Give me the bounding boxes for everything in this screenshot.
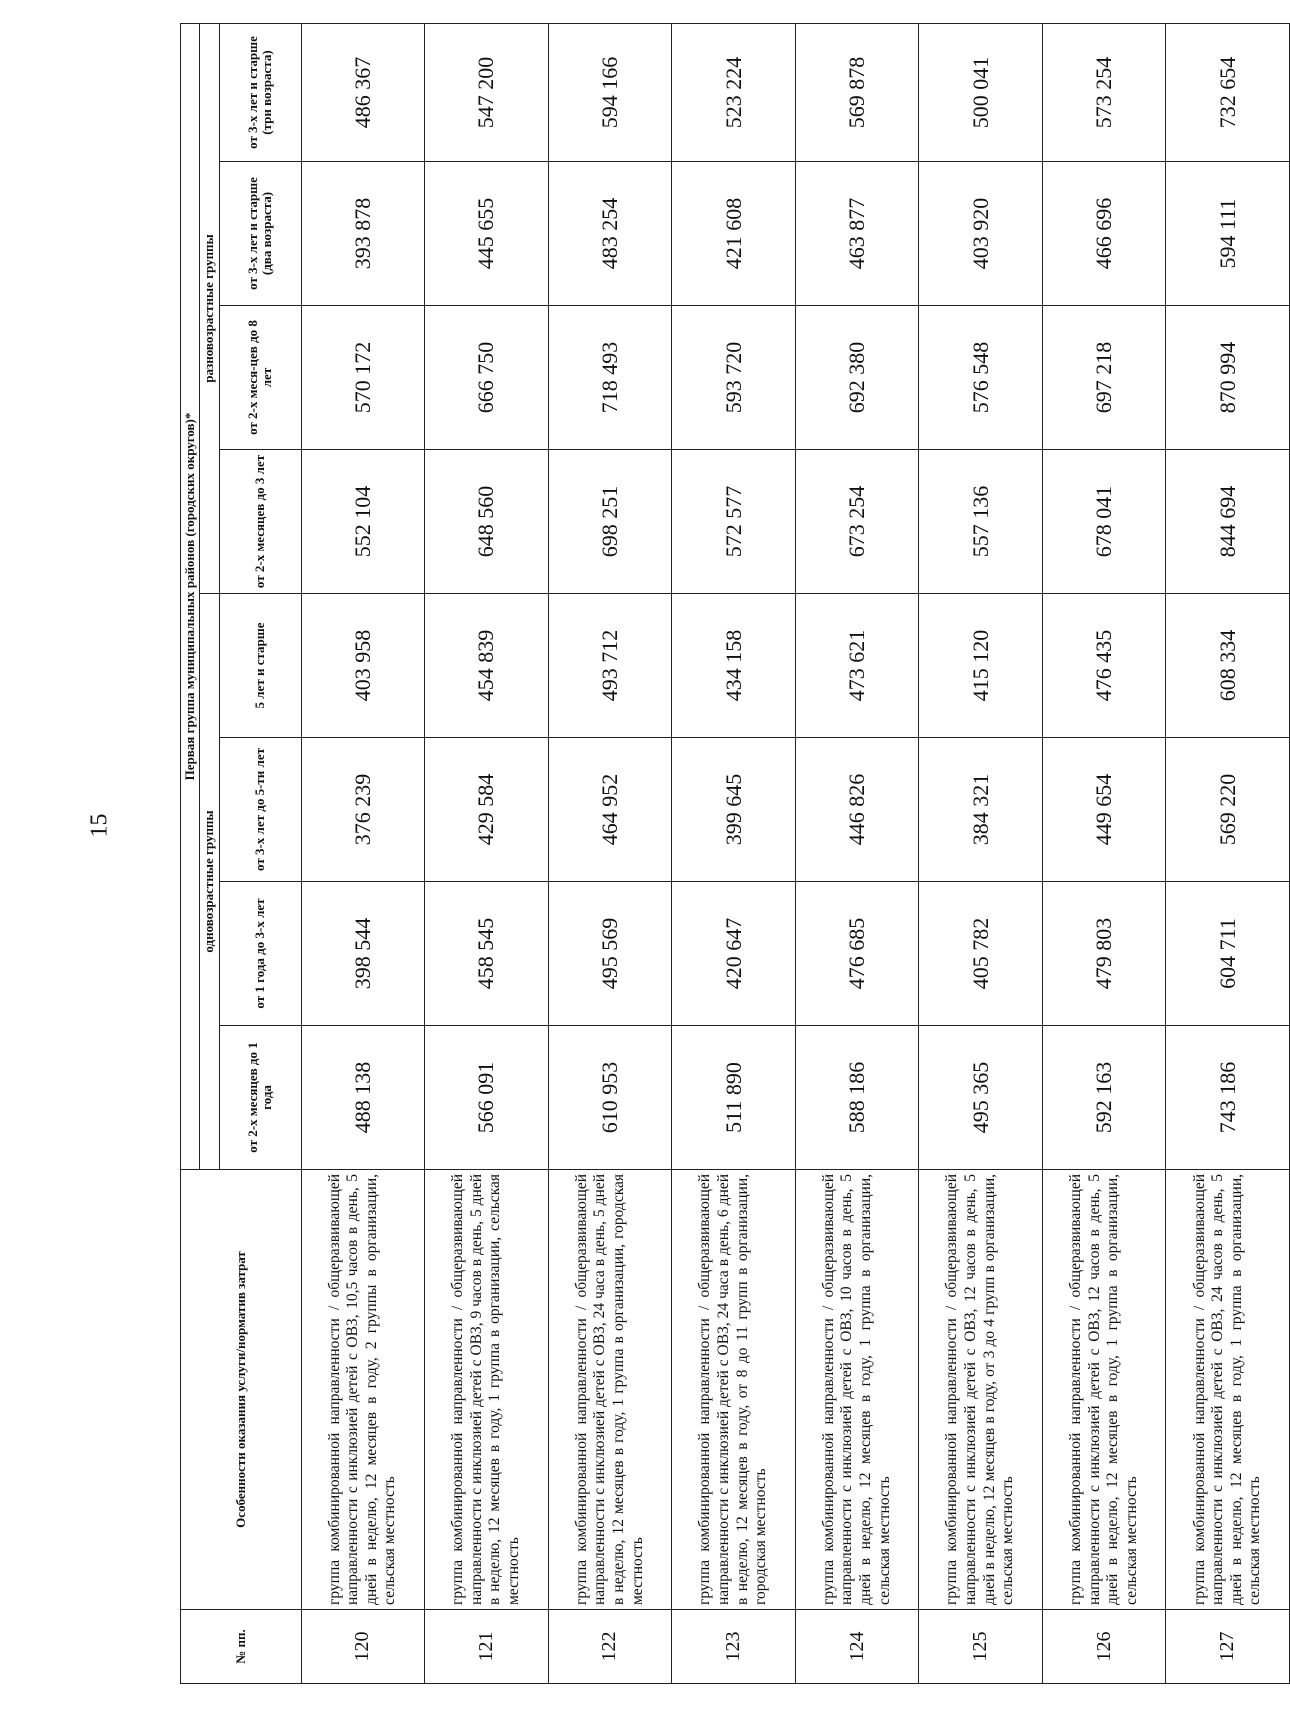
- row-number: 127: [1166, 1610, 1290, 1684]
- cell-value: 495 365: [919, 1026, 1043, 1170]
- header-num: № пп.: [181, 1610, 302, 1684]
- cell-value: 511 890: [672, 1026, 796, 1170]
- row-number: 121: [425, 1610, 549, 1684]
- header-column: от 2-х меся-цев до 8 лет: [219, 306, 301, 450]
- cell-value: 488 138: [301, 1026, 425, 1170]
- cell-value: 610 953: [548, 1026, 672, 1170]
- table-row: [301, 24, 425, 1684]
- header-column: от 2-х месяцев до 1 года: [219, 1026, 301, 1170]
- cell-value: 648 560: [425, 450, 549, 594]
- row-description: группа комбинированной направленности / общеразвивающей направленности с инклюзией детей с ОВЗ, 9 часов в день, 5 дней в неделю, 12 месяцев в году, 1 группа в организации, сельская местность: [425, 1170, 549, 1610]
- cell-value: 464 952: [548, 738, 672, 882]
- cell-value: 479 803: [1042, 882, 1166, 1026]
- header-column: 5 лет и старше: [219, 594, 301, 738]
- rotated-table-wrapper: [180, 24, 1290, 1684]
- header-column: от 3-х лет и старше (два возраста): [219, 162, 301, 306]
- table-row: [919, 24, 1043, 1684]
- table-row: [425, 24, 549, 1684]
- cell-value: 500 041: [919, 24, 1043, 162]
- header-column: от 3-х лет до 5-ти лет: [219, 738, 301, 882]
- cell-value: 493 712: [548, 594, 672, 738]
- row-number: 124: [795, 1610, 919, 1684]
- cell-value: 376 239: [301, 738, 425, 882]
- header-group: Первая группа муниципальных районов (городских округов)*: [181, 24, 200, 1170]
- cell-value: 592 163: [1042, 1026, 1166, 1170]
- page-number: 15: [86, 813, 113, 838]
- cell-value: 458 545: [425, 882, 549, 1026]
- cell-value: 463 877: [795, 162, 919, 306]
- cell-value: 434 158: [672, 594, 796, 738]
- cost-norms-table: [180, 23, 1290, 1684]
- cell-value: 454 839: [425, 594, 549, 738]
- cell-value: 673 254: [795, 450, 919, 594]
- cell-value: 466 696: [1042, 162, 1166, 306]
- cell-value: 572 577: [672, 450, 796, 594]
- row-description: группа комбинированной направленности / общеразвивающей направленности с инклюзией детей с ОВЗ, 24 часов в день, 5 дней в неделю, 12 месяцев в году, 1 группа в организации, сельская местность: [1166, 1170, 1290, 1610]
- cell-value: 604 711: [1166, 882, 1290, 1026]
- header-column: от 1 года до 3-х лет: [219, 882, 301, 1026]
- row-description: группа комбинированной направленности / общеразвивающей направленности с инклюзией детей с ОВЗ, 10,5 часов в день, 5 дней в неделю, 12 месяцев в году, 2 группы в организации, сельская местность: [301, 1170, 425, 1610]
- cell-value: 403 958: [301, 594, 425, 738]
- row-number: 125: [919, 1610, 1043, 1684]
- cell-value: 666 750: [425, 306, 549, 450]
- cell-value: 569 220: [1166, 738, 1290, 882]
- cell-value: 552 104: [301, 450, 425, 594]
- row-description: группа комбинированной направленности / общеразвивающей направленности с инклюзией детей с ОВЗ, 10 часов в день, 5 дней в неделю, 12 месяцев в году, 1 группа в организации, сельская местность: [795, 1170, 919, 1610]
- cell-value: 445 655: [425, 162, 549, 306]
- cell-value: 732 654: [1166, 24, 1290, 162]
- cell-value: 398 544: [301, 882, 425, 1026]
- row-description: группа комбинированной направленности / общеразвивающей направленности с инклюзией детей с ОВЗ, 12 часов в день, 5 дней в неделю, 12 месяцев в году, 1 группа в организации, сельская местность: [1042, 1170, 1166, 1610]
- cell-value: 393 878: [301, 162, 425, 306]
- cell-value: 576 548: [919, 306, 1043, 450]
- cell-value: 594 166: [548, 24, 672, 162]
- cell-value: 486 367: [301, 24, 425, 162]
- cell-value: 403 920: [919, 162, 1043, 306]
- header-column: от 3-х лет и старше (три возраста): [219, 24, 301, 162]
- cell-value: 446 826: [795, 738, 919, 882]
- cell-value: 473 621: [795, 594, 919, 738]
- cell-value: 495 569: [548, 882, 672, 1026]
- table-row: [548, 24, 672, 1684]
- cell-value: 429 584: [425, 738, 549, 882]
- cell-value: 399 645: [672, 738, 796, 882]
- table-row: [1042, 24, 1166, 1684]
- cell-value: 415 120: [919, 594, 1043, 738]
- cell-value: 449 654: [1042, 738, 1166, 882]
- cell-value: 697 218: [1042, 306, 1166, 450]
- cell-value: 569 878: [795, 24, 919, 162]
- row-description: группа комбинированной направленности / общеразвивающей направленности с инклюзией детей с ОВЗ, 24 часа в день, 5 дней в неделю, 12 месяцев в году, 1 группа в организации, городская местность: [548, 1170, 672, 1610]
- cell-value: 718 493: [548, 306, 672, 450]
- row-description: группа комбинированной направленности / общеразвивающей направленности с инклюзией детей с ОВЗ, 24 часа в день, 6 дней в неделю, 12 месяцев в году, от 8 до 11 групп в организации, городская местность: [672, 1170, 796, 1610]
- row-number: 123: [672, 1610, 796, 1684]
- cell-value: 594 111: [1166, 162, 1290, 306]
- cell-value: 743 186: [1166, 1026, 1290, 1170]
- cell-value: 698 251: [548, 450, 672, 594]
- cell-value: 523 224: [672, 24, 796, 162]
- cell-value: 870 994: [1166, 306, 1290, 450]
- cell-value: 678 041: [1042, 450, 1166, 594]
- cell-value: 566 091: [425, 1026, 549, 1170]
- cell-value: 588 186: [795, 1026, 919, 1170]
- cell-value: 608 334: [1166, 594, 1290, 738]
- cell-value: 547 200: [425, 24, 549, 162]
- cell-value: 476 435: [1042, 594, 1166, 738]
- cell-value: 692 380: [795, 306, 919, 450]
- table-row: [795, 24, 919, 1684]
- row-number: 122: [548, 1610, 672, 1684]
- cell-value: 483 254: [548, 162, 672, 306]
- row-description: группа комбинированной направленности / общеразвивающей направленности с инклюзией детей с ОВЗ, 12 часов в день, 5 дней в неделю, 12 месяцев в году, от 3 до 4 групп в организации, сельская местность: [919, 1170, 1043, 1610]
- cell-value: 420 647: [672, 882, 796, 1026]
- row-number: 126: [1042, 1610, 1166, 1684]
- header-description: Особенности оказания услуги/норматив затрат: [181, 1170, 302, 1610]
- header-same-age: одновозрастные группы: [200, 594, 219, 1170]
- cell-value: 405 782: [919, 882, 1043, 1026]
- table-row: [1166, 24, 1290, 1684]
- cell-value: 476 685: [795, 882, 919, 1026]
- cell-value: 573 254: [1042, 24, 1166, 162]
- cell-value: 844 694: [1166, 450, 1290, 594]
- cell-value: 557 136: [919, 450, 1043, 594]
- header-column: от 2-х месяцев до 3 лет: [219, 450, 301, 594]
- cell-value: 384 321: [919, 738, 1043, 882]
- cell-value: 570 172: [301, 306, 425, 450]
- table-row: [672, 24, 796, 1684]
- header-mixed-age: разновозрастные группы: [200, 24, 219, 594]
- cell-value: 593 720: [672, 306, 796, 450]
- row-number: 120: [301, 1610, 425, 1684]
- cell-value: 421 608: [672, 162, 796, 306]
